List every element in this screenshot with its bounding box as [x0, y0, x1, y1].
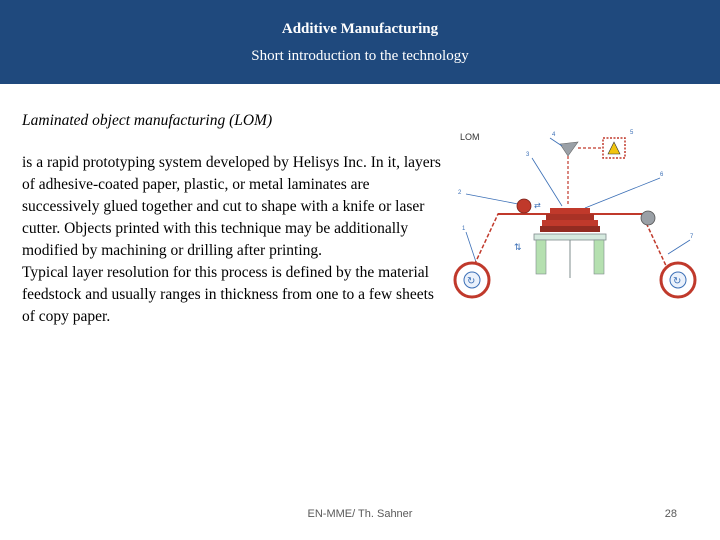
paragraph-description: is a rapid prototyping system developed by Helisys Inc. In it, layers of adhesive-coated paper, plastic, or metal laminates are successively glued together and cut to shape with a knife or laser cutter. Objects printed with this technique may be additionally modified by machining or drilling after printing. [22, 154, 441, 259]
body-text [22, 152, 447, 328]
supply-rotation-icon: ↻ [467, 276, 476, 287]
figure-label: LOM [460, 132, 480, 142]
callout-lines [466, 138, 690, 262]
platform-support-left [536, 240, 546, 274]
callout-5: 5 [630, 130, 634, 136]
part-layer-2 [542, 220, 598, 226]
platform-direction-icon: ⇅ [514, 243, 522, 253]
slide-subtitle: Short introduction to the technology [251, 48, 469, 64]
guide-roller [641, 211, 655, 225]
build-platform [534, 234, 606, 240]
callout-3: 3 [526, 152, 530, 158]
platform-support-right [594, 240, 604, 274]
page-number: 28 [664, 508, 677, 520]
takeup-rotation-icon: ↻ [673, 276, 682, 287]
roller-direction-icon: ⇄ [534, 201, 541, 210]
footer-author: EN-MME/ Th. Sahner [307, 508, 413, 520]
callout-2: 2 [458, 190, 462, 196]
callout-6: 6 [660, 172, 664, 178]
callout-1: 1 [462, 226, 466, 232]
section-heading: Laminated object manufacturing (LOM) [22, 112, 273, 129]
mirror-icon [560, 142, 578, 156]
heated-roller [517, 199, 531, 213]
slide-header [0, 0, 720, 84]
part-layer-top [550, 208, 590, 214]
lom-diagram-svg [450, 122, 710, 312]
part-layer-1 [546, 214, 594, 220]
part-layer-3 [540, 226, 600, 232]
paragraph-resolution: Typical layer resolution for this process is defined by the material feedstock and usually ranges in thickness from one to a few sheets of copy paper. [22, 264, 434, 325]
callout-4: 4 [552, 132, 556, 138]
lom-diagram [450, 122, 710, 312]
slide-title: Additive Manufacturing [281, 21, 439, 37]
callout-7: 7 [690, 234, 694, 240]
